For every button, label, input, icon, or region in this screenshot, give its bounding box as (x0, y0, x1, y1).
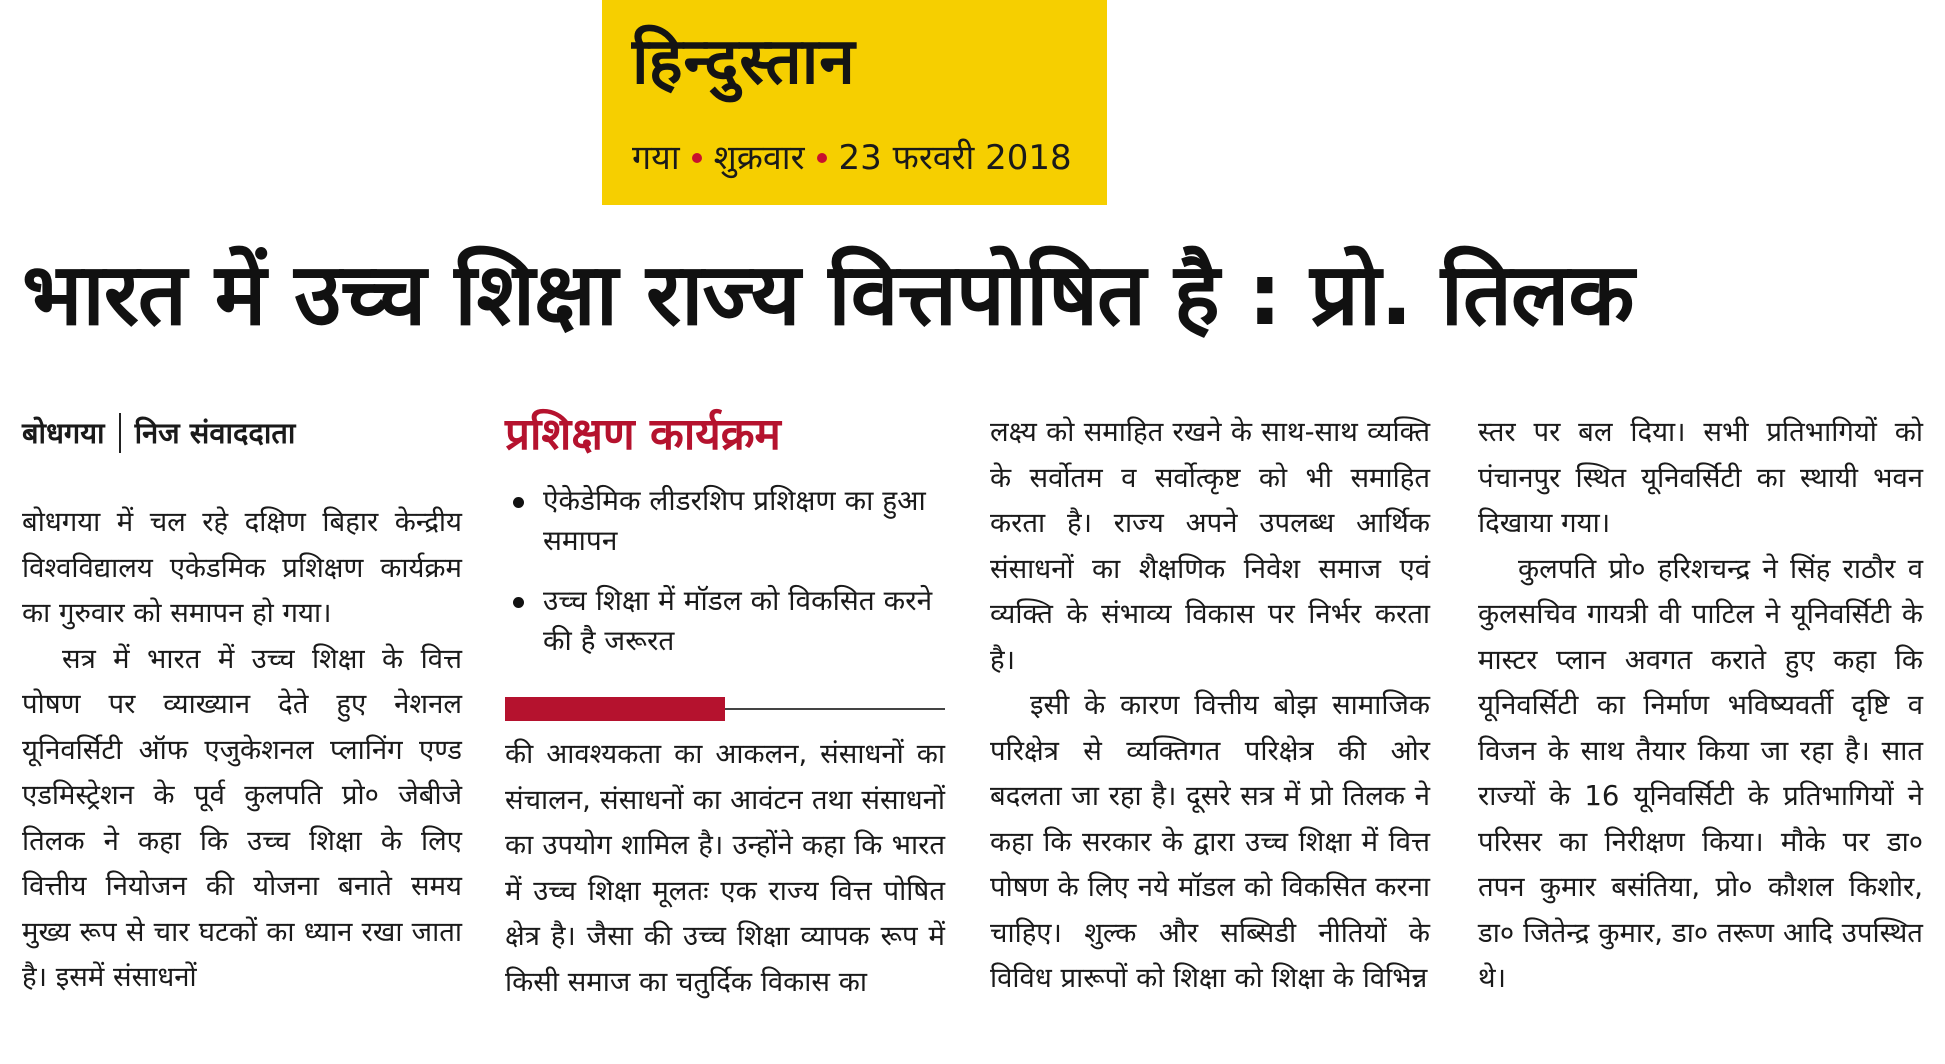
highlights-title: प्रशिक्षण कार्यक्रम (505, 409, 781, 460)
dateline-day: शुक्रवार (713, 138, 805, 178)
highlights-box (505, 405, 945, 681)
article-column-4 (1478, 410, 1923, 1002)
highlight-item: उच्च शिक्षा में मॉडल को विकसित करने की है जरूरत (505, 581, 945, 661)
article-paragraph: लक्ष्य को समाहित रखने के साथ-साथ व्यक्ति के सर्वोतम व सर्वोत्कृष्ट को भी समाहित करता है। राज्य अपने उपलब्ध आर्थिक संसाधनों का शैक्षणिक निवेश समाज एवं व्यक्ति के संभाव्य विकास पर निर्भर करता है। (990, 416, 1430, 676)
dateline-date: 23 फरवरी 2018 (838, 138, 1072, 178)
article-paragraph: इसी के कारण वित्तीय बोझ सामाजिक परिक्षेत्र से व्यक्तिगत परिक्षेत्र की ओर बदलता जा रहा है। दूसरे सत्र में प्रो तिलक ने कहा कि सरकार के द्वारा उच्च शिक्षा में वित्त पोषण के लिए नये मॉडल को विकसित करना चाहिए। शुल्क और सब्सिडी नीतियों के विविध प्रारूपों को शिक्षा को शिक्षा के विभिन्न (990, 689, 1430, 994)
section-rule-accent (505, 697, 725, 721)
byline-reporter: निज संवाददाता (134, 416, 296, 450)
newspaper-logo: हिन्दुस्तान (632, 24, 856, 99)
article-paragraph: सत्र में भारत में उच्च शिक्षा के वित्त पोषण पर व्याख्यान देते हुए नेशनल यूनिवर्सिटी ऑफ एजुकेशनल प्लानिंग एण्ड एडमिस्ट्रेशन के पूर्व कुलपति प्रो० जेबीजे तिलक ने कहा कि उच्च शिक्षा के लिए वित्तीय नियोजन की योजना बनाते समय मुख्य रूप से चार घटकों का ध्यान रखा जाता है। इसमें संसाधनों (22, 642, 462, 993)
highlight-item: ऐकेडेमिक लीडरशिप प्रशिक्षण का हुआ समापन (505, 481, 945, 561)
dateline (632, 136, 1107, 180)
dateline-city: गया (632, 138, 680, 178)
byline-separator (119, 413, 121, 453)
article-column-1 (22, 500, 462, 1001)
masthead (602, 0, 1107, 205)
article-paragraph: की आवश्यकता का आकलन, संसाधनों का संचालन, संसाधनों का आवंटन तथा संसाधनों का उपयोग शामिल है। उन्होंने कहा कि भारत में उच्च शिक्षा मूलतः एक राज्य वित्त पोषित क्षेत्र है। जैसा की उच्च शिक्षा व्यापक रूप में किसी समाज का चतुर्दिक विकास का (505, 738, 945, 998)
article-paragraph: कुलपति प्रो० हरिशचन्द्र ने सिंह राठौर व कुलसचिव गायत्री वी पाटिल ने यूनिवर्सिटी के मास्टर प्लान अवगत कराते हुए कहा कि यूनिवर्सिटी का निर्माण भविष्यवर्ती दृष्टि व विजन के साथ तैयार किया जा रहा है। सात राज्यों के 16 यूनिवर्सिटी के प्रतिभागियों ने परिसर का निरीक्षण किया। मौके पर डा० तपन कुमार बसंतिया, प्रो० कौशल किशोर, डा० जितेन्द्र कुमार, डा० तरूण आदि उपस्थित थे। (1478, 552, 1923, 994)
section-rule-line (725, 708, 945, 710)
byline (22, 408, 295, 458)
byline-place: बोधगया (22, 416, 105, 450)
highlights-list (505, 481, 945, 661)
article-column-3 (990, 410, 1430, 1002)
headline: भारत में उच्च शिक्षा राज्य वित्तपोषित है : प्रो. तिलक (22, 245, 1634, 345)
article-column-2 (505, 732, 945, 1005)
article-paragraph: स्तर पर बल दिया। सभी प्रतिभागियों को पंचानपुर स्थित यूनिवर्सिटी का स्थायी भवन दिखाया गया। (1478, 416, 1923, 539)
bullet-dot-icon (692, 153, 702, 163)
bullet-dot-icon (817, 153, 827, 163)
article-paragraph: बोधगया में चल रहे दक्षिण बिहार केन्द्रीय विश्वविद्यालय एकेडमिक प्रशिक्षण कार्यक्रम का गुरुवार को समापन हो गया। (22, 506, 462, 629)
